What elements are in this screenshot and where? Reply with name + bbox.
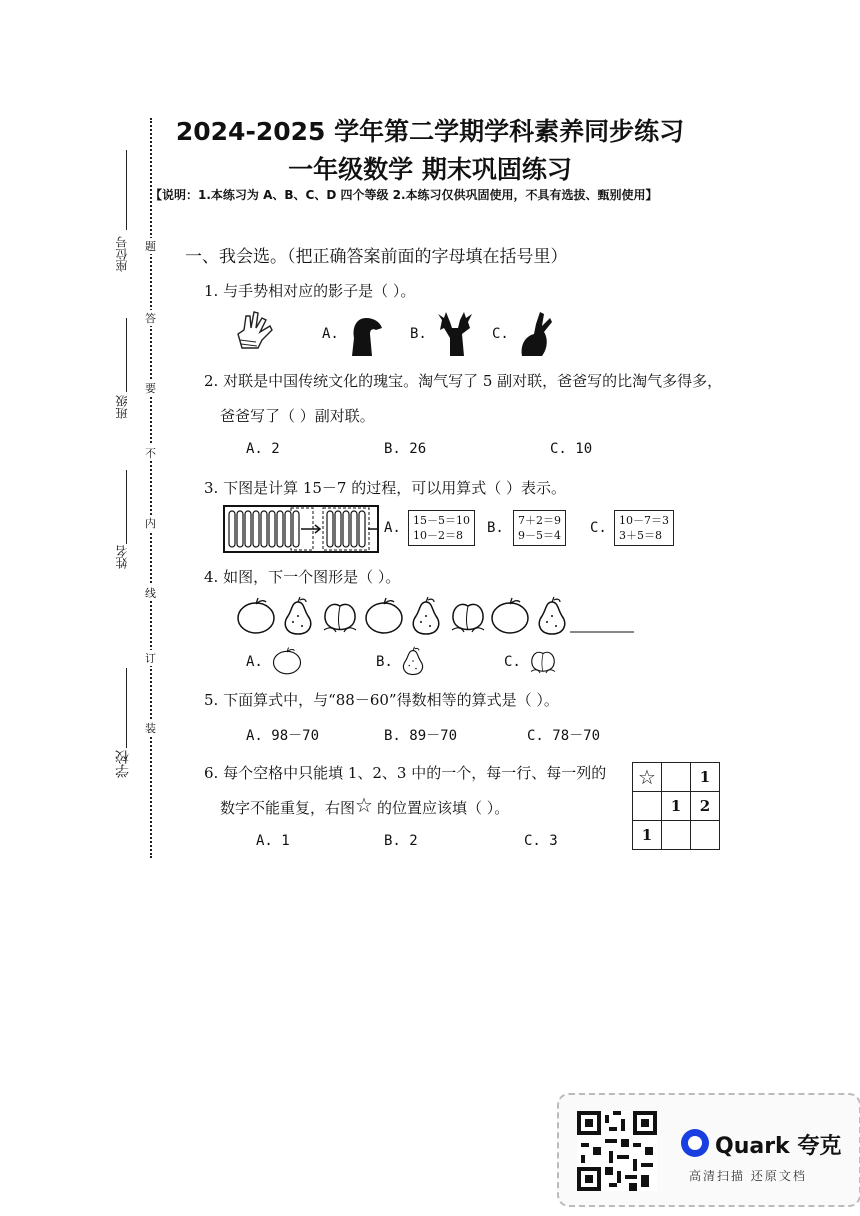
binding-char: 要 — [145, 382, 156, 395]
q3-option-a: A. — [384, 520, 401, 536]
binding-char: 装 — [145, 722, 156, 735]
fruit-sequence-diagram — [236, 596, 636, 636]
sudoku-grid — [632, 762, 720, 850]
seat-number-label: 座位号 — [115, 236, 129, 272]
grid-cell: 1 — [633, 821, 662, 850]
deer-shadow-icon — [436, 308, 476, 356]
question-5: 5. 下面算式中，与“88－60”得数相等的算式是（ ）。 — [204, 691, 559, 709]
counting-sticks-diagram — [223, 505, 379, 553]
q2-option-c: C. 10 — [550, 441, 593, 457]
quark-watermark — [557, 1093, 860, 1207]
exam-title: 2024-2025 学年第二学期学科素养同步练习 — [175, 117, 685, 146]
q4-option-b: B. — [376, 654, 393, 670]
star-icon: ☆ — [355, 793, 373, 817]
question-6-line-2b: 的位置应该填（ ）。 — [377, 799, 510, 817]
q5-option-b: B. 89－70 — [384, 728, 458, 744]
q6-option-a: A. 1 — [256, 833, 290, 849]
q2-option-a: A. 2 — [246, 441, 280, 457]
bird-shadow-icon — [346, 312, 386, 356]
name-line — [126, 470, 127, 544]
grid-cell: 2 — [691, 792, 720, 821]
equation-line: 10－2＝8 — [413, 529, 463, 542]
peach-icon — [526, 646, 560, 676]
q4-option-a: A. — [246, 654, 263, 670]
q3-option-b: B. — [487, 520, 504, 536]
equation-line: 7＋2＝9 — [518, 514, 561, 527]
q1-option-a: A. — [322, 326, 339, 342]
equation-line: 15－5＝10 — [413, 514, 470, 527]
binding-char: 内 — [145, 517, 156, 530]
question-6-line-2a: 数字不能重复，右图 — [220, 799, 356, 817]
binding-char: 订 — [145, 652, 156, 665]
name-label: 姓名 — [115, 545, 129, 569]
exam-note: 【说明：1.本练习为 A、B、C、D 四个等级 2.本练习仅供巩固使用，不具有选拔、甄别使用】 — [150, 188, 658, 202]
q1-option-b: B. — [410, 326, 427, 342]
question-1: 1. 与手势相对应的影子是（ ）。 — [204, 282, 416, 300]
question-4: 4. 如图，下一个图形是（ ）。 — [204, 568, 401, 586]
q4-option-c: C. — [504, 654, 521, 670]
rabbit-shadow-icon — [516, 310, 556, 358]
grid-cell — [662, 763, 691, 792]
qr-code-icon — [577, 1111, 657, 1191]
binding-char: 不 — [145, 447, 156, 460]
exam-subtitle: 一年级数学 期末巩固练习 — [288, 155, 572, 184]
quark-brand: Quark 夸克 — [715, 1134, 842, 1159]
question-2: 2. 对联是中国传统文化的瑰宝。淘气写了 5 副对联，爸爸写的比淘气多得多， — [204, 372, 723, 390]
question-3: 3. 下图是计算 15－7 的过程，可以用算式（ ）表示。 — [204, 479, 567, 497]
q1-option-c: C. — [492, 326, 509, 342]
grid-cell — [691, 821, 720, 850]
grid-cell — [633, 792, 662, 821]
hand-gesture-icon — [232, 308, 280, 354]
q5-option-c: C. 78－70 — [527, 728, 601, 744]
grid-cell: 1 — [691, 763, 720, 792]
binding-dotted-line — [150, 118, 153, 858]
q3-option-c: C. — [590, 520, 607, 536]
question-6: 6. 每个空格中只能填 1、2、3 中的一个，每一行、每一列的 — [204, 764, 607, 782]
binding-char: 线 — [145, 587, 156, 600]
grid-cell — [662, 821, 691, 850]
q3-equation-box-c — [614, 510, 674, 546]
apple-icon — [270, 646, 304, 676]
q2-option-b: B. 26 — [384, 441, 427, 457]
school-line — [126, 668, 127, 748]
q3-equation-box-b — [513, 510, 566, 546]
class-line — [126, 318, 127, 392]
q5-option-a: A. 98－70 — [246, 728, 320, 744]
section-title: 一、我会选。（把正确答案前面的字母填在括号里） — [185, 247, 568, 267]
quark-tagline: 高清扫描 还原文档 — [689, 1169, 807, 1183]
q3-equation-box-a — [408, 510, 475, 546]
question-2-line-2: 爸爸写了（ ）副对联。 — [220, 407, 375, 425]
q6-option-b: B. 2 — [384, 833, 418, 849]
equation-line: 10－7＝3 — [619, 514, 669, 527]
class-label: 班级 — [115, 395, 129, 419]
school-label: 学校 — [115, 750, 131, 778]
equation-line: 9－5＝4 — [518, 529, 561, 542]
grid-cell: ☆ — [633, 763, 662, 792]
quark-logo-icon — [681, 1129, 709, 1157]
pear-icon — [398, 646, 428, 676]
binding-char: 答 — [145, 312, 156, 325]
equation-line: 3＋5＝8 — [619, 529, 662, 542]
q6-option-c: C. 3 — [524, 833, 558, 849]
binding-char: 题 — [145, 240, 156, 253]
grid-cell: 1 — [662, 792, 691, 821]
